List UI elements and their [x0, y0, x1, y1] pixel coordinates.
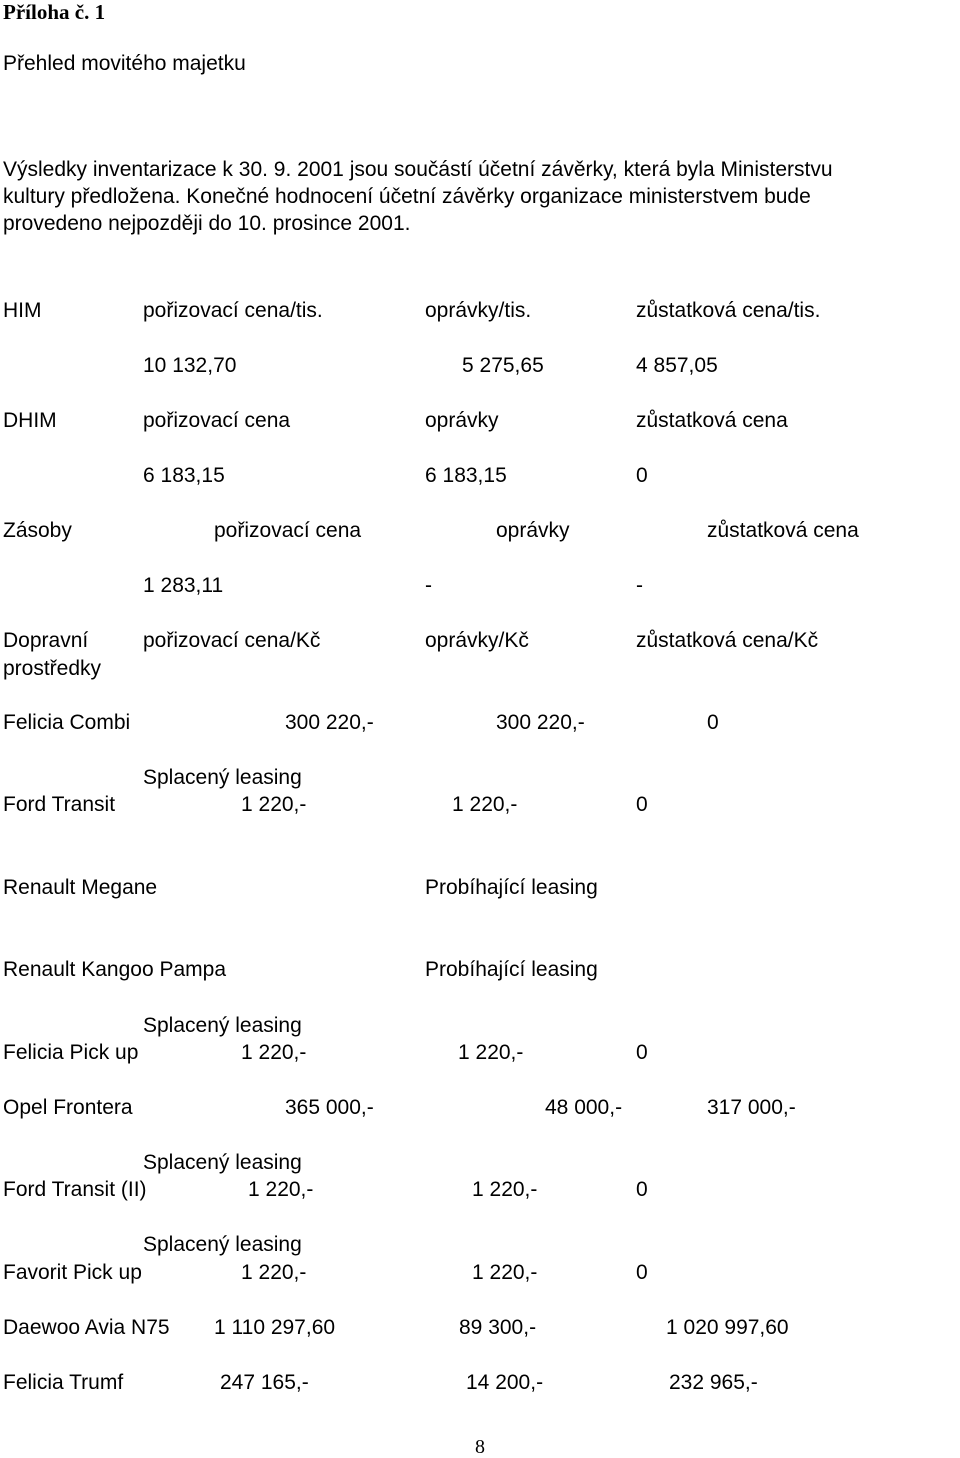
vehicle-note: Splacený leasing	[143, 1233, 302, 1256]
zasoby-header-cost: pořizovací cena	[214, 519, 362, 542]
him-value-residual: 4 857,05	[636, 354, 718, 377]
intro-paragraph	[3, 156, 958, 237]
vehicle-note: Probíhající leasing	[425, 876, 598, 899]
zasoby-label: Zásoby	[3, 519, 72, 542]
vehicle-cost: 1 220,-	[241, 1261, 307, 1284]
vehicle-depreciation: 1 220,-	[452, 793, 518, 816]
zasoby-header-depreciation: oprávky	[496, 519, 570, 542]
vehicle-depreciation: 14 200,-	[466, 1371, 544, 1394]
zasoby-value-residual: -	[636, 574, 643, 597]
him-header-depreciation: oprávky/tis.	[425, 299, 532, 322]
vehicle-residual: 0	[707, 711, 719, 734]
vehicle-cost: 300 220,-	[285, 711, 374, 734]
vehicle-depreciation: 48 000,-	[545, 1096, 623, 1119]
dhim-value-depreciation: 6 183,15	[425, 464, 507, 487]
vehicle-cost: 1 110 297,60	[214, 1316, 336, 1339]
page-number: 8	[475, 1436, 485, 1458]
vehicle-residual: 1 020 997,60	[666, 1316, 789, 1339]
vehicle-name: Renault Kangoo Pampa	[3, 958, 226, 981]
him-value-cost: 10 132,70	[143, 354, 237, 377]
him-value-depreciation: 5 275,65	[462, 354, 544, 377]
vehicles-label-line1: Dopravní	[3, 629, 89, 652]
vehicle-note: Splacený leasing	[143, 1014, 302, 1037]
dhim-header-depreciation: oprávky	[425, 409, 499, 432]
vehicle-name: Daewoo Avia N75	[3, 1316, 170, 1339]
intro-line: Výsledky inventarizace k 30. 9. 2001 jsou součástí účetní závěrky, která byla Ministerstvu	[3, 158, 833, 181]
vehicle-depreciation: 1 220,-	[472, 1178, 538, 1201]
vehicle-cost: 1 220,-	[248, 1178, 314, 1201]
vehicle-name: Ford Transit	[3, 793, 116, 816]
dhim-label: DHIM	[3, 409, 57, 432]
vehicle-depreciation: 300 220,-	[496, 711, 585, 734]
vehicle-depreciation: 89 300,-	[459, 1316, 537, 1339]
zasoby-value-cost: 1 283,11	[143, 574, 224, 597]
vehicle-name: Felicia Combi	[3, 711, 131, 734]
dhim-value-residual: 0	[636, 464, 648, 487]
vehicle-name: Felicia Trumf	[3, 1371, 124, 1394]
vehicle-name: Opel Frontera	[3, 1096, 133, 1119]
section-title: Přehled movitého majetku	[3, 52, 246, 75]
vehicle-residual: 317 000,-	[707, 1096, 796, 1119]
him-label: HIM	[3, 299, 42, 322]
vehicle-depreciation: 1 220,-	[458, 1041, 524, 1064]
zasoby-header-residual: zůstatková cena	[707, 519, 859, 542]
dhim-header-residual: zůstatková cena	[636, 409, 788, 432]
vehicle-name: Favorit Pick up	[3, 1261, 142, 1284]
vehicle-name: Ford Transit (II)	[3, 1178, 147, 1201]
vehicles-label-line2: prostředky	[3, 657, 102, 680]
vehicle-residual: 232 965,-	[669, 1371, 758, 1394]
vehicle-name: Felicia Pick up	[3, 1041, 139, 1064]
vehicle-cost: 1 220,-	[241, 1041, 307, 1064]
vehicles-header-depreciation: oprávky/Kč	[425, 629, 529, 652]
vehicle-residual: 0	[636, 1041, 648, 1064]
dhim-value-cost: 6 183,15	[143, 464, 225, 487]
dhim-header-cost: pořizovací cena	[143, 409, 291, 432]
vehicles-header-residual: zůstatková cena/Kč	[636, 629, 819, 652]
vehicle-residual: 0	[636, 1178, 648, 1201]
him-header-residual: zůstatková cena/tis.	[636, 299, 821, 322]
vehicle-name: Renault Megane	[3, 876, 158, 899]
vehicle-cost: 365 000,-	[285, 1096, 374, 1119]
intro-line: provedeno nejpozději do 10. prosince 2001.	[3, 212, 411, 235]
vehicle-note: Splacený leasing	[143, 766, 302, 789]
vehicle-residual: 0	[636, 1261, 648, 1284]
vehicle-note: Probíhající leasing	[425, 958, 598, 981]
him-header-cost: pořizovací cena/tis.	[143, 299, 323, 322]
vehicles-header-cost: pořizovací cena/Kč	[143, 629, 321, 652]
intro-line: kultury předložena. Konečné hodnocení účetní závěrky organizace ministerstvem bude	[3, 185, 811, 208]
zasoby-value-depreciation: -	[425, 574, 432, 597]
vehicle-cost: 247 165,-	[220, 1371, 309, 1394]
vehicle-residual: 0	[636, 793, 648, 816]
vehicle-cost: 1 220,-	[241, 793, 307, 816]
vehicle-note: Splacený leasing	[143, 1151, 302, 1174]
annex-title: Příloha č. 1	[3, 0, 106, 24]
vehicle-depreciation: 1 220,-	[472, 1261, 538, 1284]
